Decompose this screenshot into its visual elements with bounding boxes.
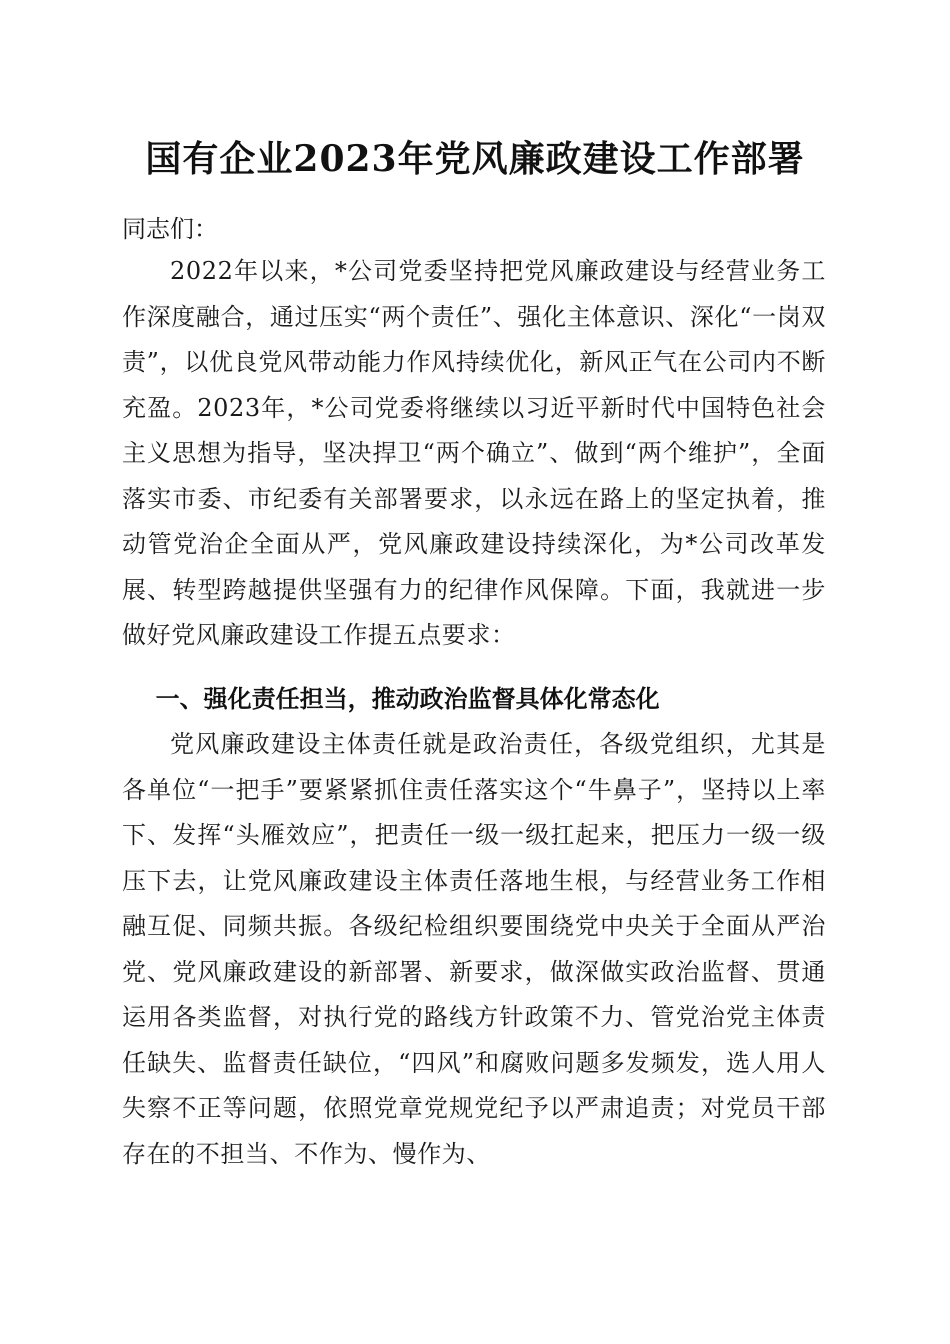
section-heading-1: 一、强化责任担当，推动政治监督具体化常态化 xyxy=(155,685,660,713)
paragraph-section-1: 党风廉政建设主体责任就是政治责任，各级党组织，尤其是各单位“一把手”要紧紧抓住责任落实这个“牛鼻子”，坚持以上率下、发挥“头雁效应”，把责任一级一级扛起来，把压力一级一级压下去，让党风廉政建设主体责任落地生根，与经营业务工作相融互促、同频共振。各级纪检组织要围绕党中央关于全面从严治党、党风廉政建设的新部署、新要求，做深做实政治监督、贯通运用各类监督，对执行党的路线方针政策不力、管党治党主体责任缺失、监督责任缺位，“四风”和腐败问题多发频发，选人用人失察不正等问题，依照党章党规党纪予以严肃追责；对党员干部存在的不担当、不作为、慢作为、 xyxy=(122,730,826,1168)
salutation: 同志们： xyxy=(122,215,218,243)
paragraph-intro: 2022年以来，*公司党委坚持把党风廉政建设与经营业务工作深度融合，通过压实“两个责任”、强化主体意识、深化“一岗双责”，以优良党风带动能力作风持续优化，新风正气在公司内不断充盈。2023年，*公司党委将继续以习近平新时代中国特色社会主义思想为指导，坚决捍卫“两个确立”、做到“两个维护”，全面落实市委、市纪委有关部署要求，以永远在路上的坚定执着，推动管党治企全面从严，党风廉政建设持续深化，为*公司改革发展、转型跨越提供坚强有力的纪律作风保障。下面，我就进一步做好党风廉政建设工作提五点要求： xyxy=(122,257,826,649)
document-title: 国有企业2023年党风廉政建设工作部署 xyxy=(145,138,805,180)
